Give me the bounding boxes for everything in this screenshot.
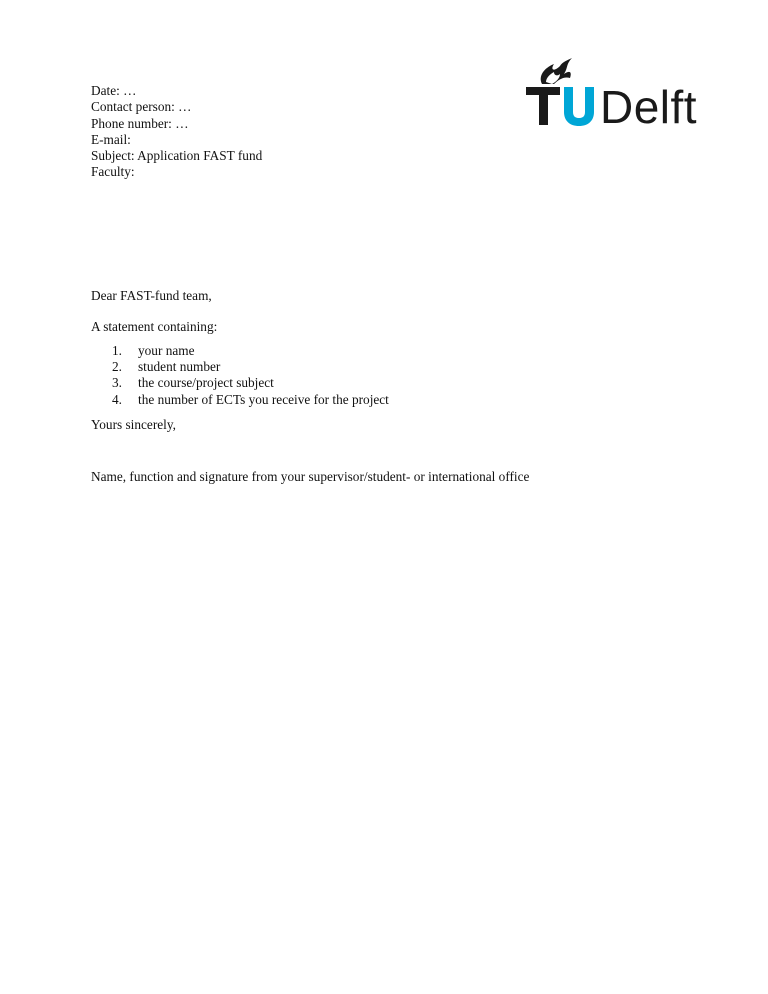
statement-intro: A statement containing: — [91, 319, 218, 334]
list-number: 2. — [112, 359, 122, 375]
list-text: the number of ECTs you receive for the project — [138, 391, 389, 407]
list-item — [112, 392, 389, 408]
list-text: student number — [138, 359, 221, 375]
letter-header — [91, 83, 262, 181]
list-item — [112, 343, 389, 359]
email-line: E-mail: — [91, 131, 131, 147]
salutation: Dear FAST-fund team, — [91, 288, 212, 303]
list-item — [112, 375, 389, 391]
list-number: 1. — [112, 343, 122, 358]
statement-list — [112, 343, 389, 408]
list-text: the course/project subject — [138, 375, 274, 391]
signature-instruction: Name, function and signature from your supervisor/student- or international office — [91, 469, 530, 484]
logo-wordmark: Delft — [600, 81, 698, 133]
list-number: 4. — [112, 391, 122, 407]
list-number: 3. — [112, 375, 122, 391]
tu-delft-logo — [524, 54, 720, 133]
faculty-line: Faculty: — [91, 164, 135, 180]
list-text: your name — [138, 343, 195, 358]
date-line: Date: … — [91, 83, 137, 98]
contact-person-line: Contact person: … — [91, 99, 192, 115]
subject-line: Subject: Application FAST fund — [91, 148, 263, 164]
closing: Yours sincerely, — [91, 417, 176, 432]
phone-number-line: Phone number: … — [91, 115, 189, 131]
list-item — [112, 359, 389, 375]
